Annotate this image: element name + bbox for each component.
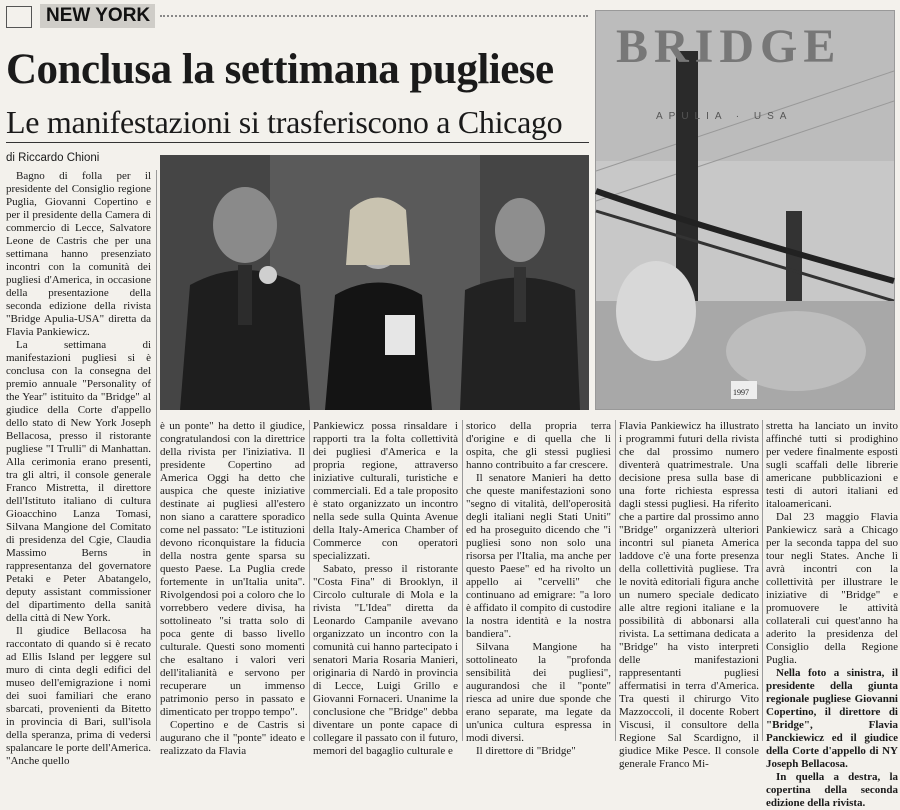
article-column-4 (466, 420, 611, 757)
paragraph: Silvana Mangione ha sottolineato la "profonda sensibilità dei pugliesi", augurandosi che il "ponte" riesca ad unire due sponde che erano separate, ma legate da un'unica cultura espressa in modi diversi. (466, 641, 611, 744)
column-divider (462, 420, 463, 741)
paragraph: Bagno di folla per il presidente del Consiglio regione Puglia, Giovanni Copertino e per il presidente della Camera di commercio di Lecce, Salvatore Leone de Castris che per una settimana hanno presenziato incontri con la comunità dei pugliesi d'America, in occasione della presentazione della seconda edizione della rivista "Bridge Apulia-USA" diretta da Flavia Pankiewicz. (6, 170, 151, 338)
paragraph: Il direttore di "Bridge" (476, 745, 576, 757)
magazine-cover (595, 10, 895, 410)
paragraph: Il senatore Manieri ha detto che queste manifestazioni sono "segno di vitalità, dell'operosità degli italiani negli Stati Uniti" ed ha proseguito dicendo che "i pugliesi sono non solo una risorsa per l'Italia, ma anche per questo Paese" ed ha rivolto un appello ai "cervelli" che continuano ad emigrare: "a loro è affidato il compito di custodire la nostra identità e la nostra bandiera". (466, 472, 611, 640)
article-column-5 (619, 420, 759, 770)
headline: Conclusa la settimana pugliese (6, 46, 554, 93)
paragraph: Il giudice Bellacosa ha raccontato di quando si è recato ad Ellis Island per leggere sul muro di cinta degli edifici del museo dell'emigrazione i nomi dei suoi familiari che erano sbarcati, provenienti da Bitetto in provincia di Bari, sull'isola della speranza, prima di vedersi spalancare le porte dell'America. "Anche quello (6, 625, 151, 767)
top-rule (160, 15, 588, 17)
paragraph: stretta ha lanciato un invito affinché tutti si prodighino per vedere finalmente esposti sugli scaffali delle librerie americane pubblicazioni e testi di autori italiani ed italoamericani. (766, 420, 898, 510)
section-marker (6, 6, 32, 28)
paragraph: storico della propria terra d'origine e di quella che li ospita, che gli stessi pugliesi hanno contribuito a far crescere. (466, 420, 611, 471)
subheadline: Le manifestazioni si trasferiscono a Chicago (6, 104, 563, 140)
paragraph: Dal 23 maggio Flavia Pankiewicz sarà a Chicago per la seconda tappa del suo tour negli States. Anche lì avrà incontri con la collettività per illustrare le iniziative di "Bridge" e promuovere le attività collaterali cui quest'anno ha aderito la presidenza del Consiglio della Regione Puglia. (766, 511, 898, 666)
column-divider (762, 420, 763, 741)
article-column-3 (313, 420, 458, 757)
section-tag: NEW YORK (40, 4, 155, 28)
paragraph: Flavia Pankiewicz ha illustrato i programmi futuri della rivista che dal prossimo numero diventerà quatrimestrale. Una decisione presa sulla base di una forte richiesta espressa dagli stessi pugliesi. Ha riferito che a partire dal prossimo anno "Bridge" organizzerà ulteriori incontri sul pianeta America laddove c'è una forte presenza della collettività pugliese. Tra le novità editoriali figura anche un numero speciale dedicato alle altre regioni italiane e la possibilità di abbonarsi alla rivista. La settimana dedicata a "Bridge" ha visto interpreti delle manifestazioni rappresentanti pugliesi affermatisi in terra d'America. Tra questi il chirurgo Vito Mazzoccoli, il docente Robert Viscusi, il consultore della Regione Sal Scardigno, il giudice Mike Pesce. Il console generale Franco Mi- (619, 420, 759, 770)
photo-caption-right: In quella a destra, la copertina della seconda edizione della rivista. (766, 771, 898, 809)
paragraph: La settimana di manifestazioni pugliesi si è conclusa con la consegna del premio annuale "Personality of the Year" istituito da "Bridge" al giudice della Corte d'appello dello stato di New York Joseph Bellacosa, presso il ristorante pugliese "I Trulli" di Manhattan. Alla cerimonia erano presenti, tra gli altri, il console generale Franco Mistretta, il direttore dell'Istituto italiano di cultura Gioacchino Lanza Tomasi, Silvana Mangione del Comitato di presidenza del Cgie, Claudia Massimo Berns in rappresentanza del governatore Petaki e Peter Abatangelo, deputy assistant commissioner del dipartimento della sanità della città di New York. (6, 339, 151, 624)
cover-subtitle: APULIA · USA (656, 111, 793, 122)
photo-caption-left: Nella foto a sinistra, il presidente della giunta regionale pugliese Giovanni Copertino, il direttore di "Bridge", Flavia Panckiewicz ed il giudice della Corte d'appello di NY Joseph Bellacosa. (766, 667, 898, 770)
column-divider (309, 420, 310, 741)
headline-rule (6, 142, 589, 143)
article-column-2 (160, 420, 305, 757)
event-photo (160, 155, 589, 410)
cover-year: 1997 (733, 388, 749, 397)
paragraph: Sabato, presso il ristorante "Costa Fina" di Brooklyn, il Circolo culturale di Mola e la rivista "L'Idea" diretta da Leonardo Campanile avevano organizzato un incontro con la comunità cui hanno partecipato i senatori Maria Rosaria Manieri, originaria di Nardò in provincia di Lecce, Luigi Grillo e Giovanni Fornaceri. Unanime la conclusione che "Bridge" debba diventare un ponte capace di collegare il passato con il futuro, memori del bagaglio culturale e (313, 563, 458, 757)
byline: di Riccardo Chioni (6, 152, 100, 164)
paragraph: Copertino e de Castris si augurano che il "ponte" ideato e realizzato da Flavia (160, 719, 305, 757)
cover-title: BRIDGE (616, 20, 842, 73)
paragraph: è un ponte" ha detto il giudice, congratulandosi con la direttrice della rivista per l'iniziativa. Il presidente Copertino ad America Oggi ha detto che auspica che queste iniziative destinate ai pugliesi all'estero non siano a carattere sporadico come nel passato: "Le istituzioni devono riconquistare la fiducia della nostra gente sparsa su questo Paese. La Puglia crede fortemente in un'Italia unita". Rivolgendosi poi a coloro che lo vorrebbero vedere divisa, ha sottolineato "si tratta solo di poca gente di basso livello culturale. Questi sono momenti che esaltano i valori veri dell'italianità e servono per recuperare un immenso patrimonio perso in passato e dimenticato per troppo tempo". (160, 420, 305, 718)
column-divider (156, 170, 157, 741)
paragraph: Pankiewicz possa rinsaldare i rapporti tra la folta collettività dei pugliesi d'America e la propria regione, attraverso iniziative culturali, turistiche e commerciali. Ed a tale proposito è stato organizzato un incontro nella sede sulla Quinta Avenue della Italy-America Chamber of Commerce con operatori specializzati. (313, 420, 458, 562)
article-column-1 (6, 170, 151, 767)
article-column-6 (766, 420, 898, 809)
column-divider (615, 420, 616, 741)
